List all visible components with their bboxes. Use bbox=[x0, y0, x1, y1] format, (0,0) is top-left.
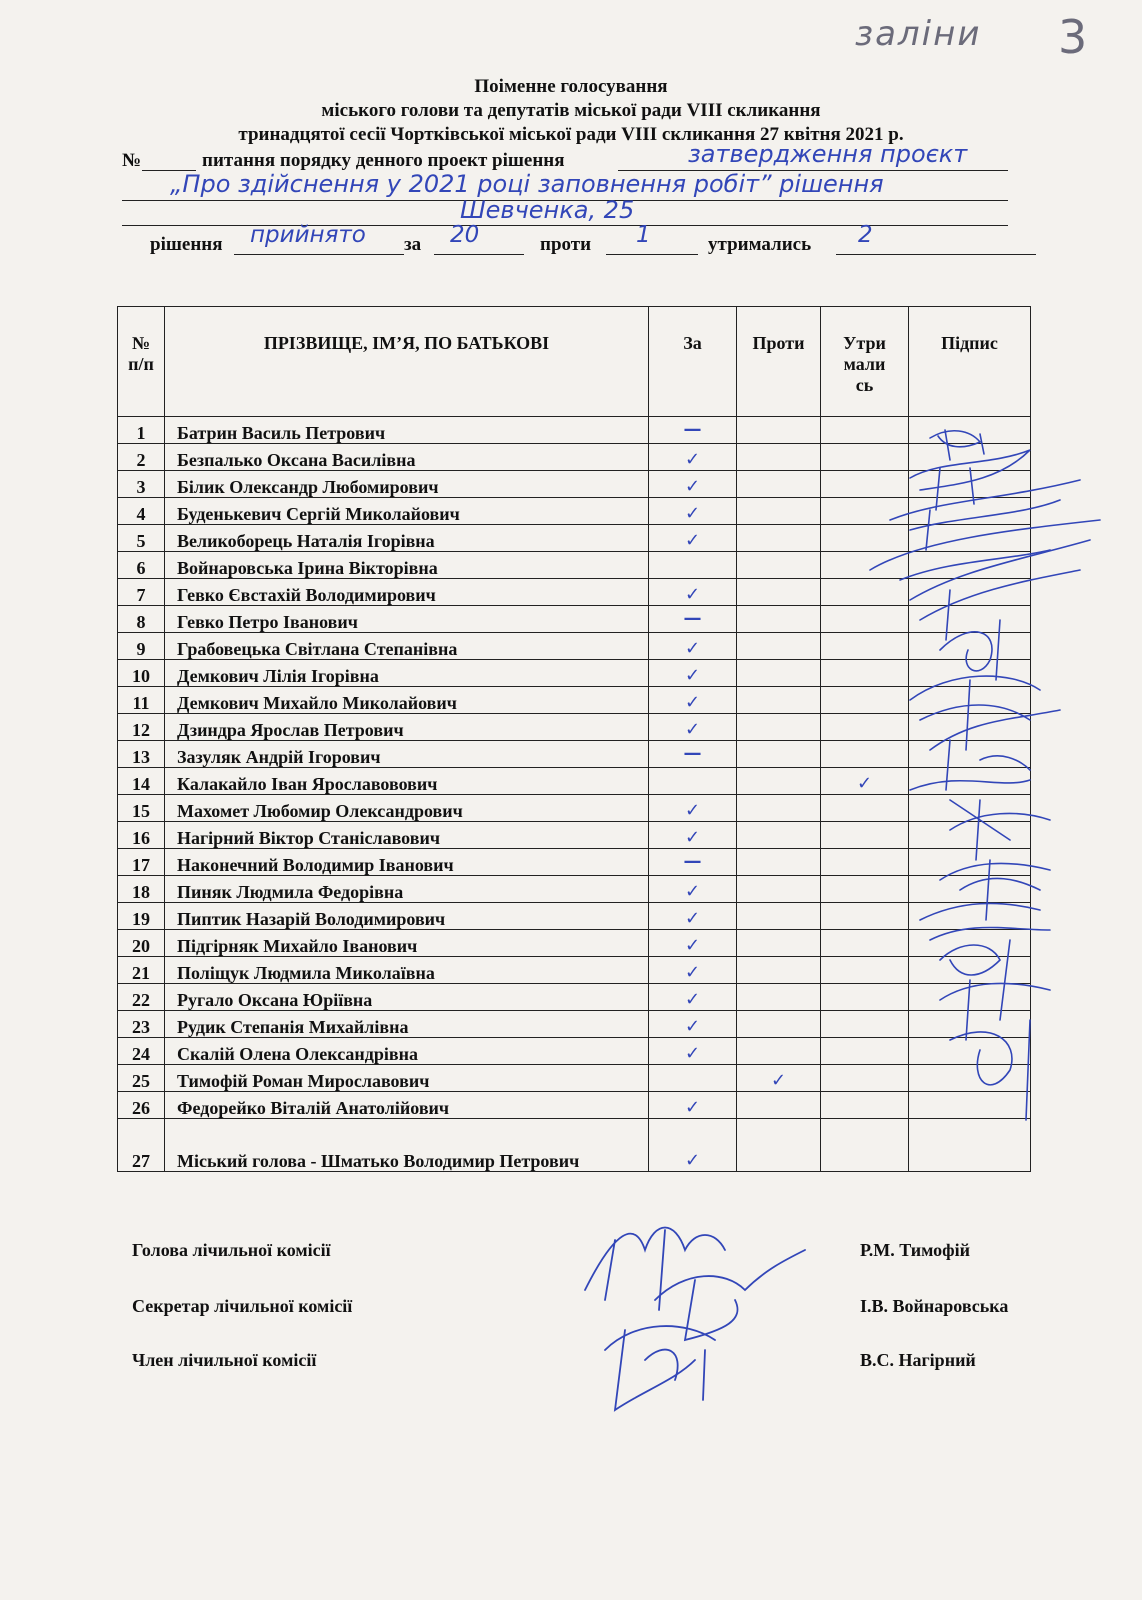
row-name: Тимофій Роман Мирославович bbox=[165, 1065, 649, 1092]
row-name: Грабовецька Світлана Степанівна bbox=[165, 633, 649, 660]
row-against-cell bbox=[737, 471, 821, 498]
row-name: Зазуляк Андрій Ігорович bbox=[165, 741, 649, 768]
row-name: Гевко Євстахій Володимирович bbox=[165, 579, 649, 606]
secretary-name: І.В. Войнаровська bbox=[860, 1296, 1009, 1316]
row-number: 19 bbox=[118, 903, 165, 930]
row-name: Наконечний Володимир Іванович bbox=[165, 849, 649, 876]
row-number: 8 bbox=[118, 606, 165, 633]
row-against-cell bbox=[737, 849, 821, 876]
question-number-label: № bbox=[122, 150, 142, 171]
against-label: проти bbox=[540, 234, 592, 255]
row-number: 23 bbox=[118, 1011, 165, 1038]
row-number: 15 bbox=[118, 795, 165, 822]
member-label: Член лічильної комісії bbox=[132, 1350, 317, 1370]
row-for-cell: ✓ bbox=[649, 822, 737, 849]
abstain-underline bbox=[836, 254, 1036, 255]
row-number: 6 bbox=[118, 552, 165, 579]
row-name: Пиняк Людмила Федорівна bbox=[165, 876, 649, 903]
row-for-cell: ✓ bbox=[649, 903, 737, 930]
for-underline bbox=[434, 254, 524, 255]
decision-underline bbox=[234, 254, 404, 255]
row-against-cell bbox=[737, 822, 821, 849]
row-number: 2 bbox=[118, 444, 165, 471]
abstain-value: 2 bbox=[858, 222, 873, 248]
row-name: Демкович Лілія Ігорівна bbox=[165, 660, 649, 687]
row-number: 13 bbox=[118, 741, 165, 768]
row-against-cell bbox=[737, 903, 821, 930]
row-against-cell bbox=[737, 957, 821, 984]
row-name: Гевко Петро Іванович bbox=[165, 606, 649, 633]
against-value: 1 bbox=[636, 222, 651, 248]
row-for-cell bbox=[649, 1065, 737, 1092]
corner-handwritten-number: 3 bbox=[1058, 10, 1088, 64]
row-against-cell bbox=[737, 687, 821, 714]
row-for-cell: ✓ bbox=[649, 498, 737, 525]
row-against-cell bbox=[737, 633, 821, 660]
col-header-for: За bbox=[649, 307, 737, 417]
row-against-cell bbox=[737, 930, 821, 957]
row-for-cell: ✓ bbox=[649, 714, 737, 741]
row-against-cell bbox=[737, 1092, 821, 1119]
row-against-cell bbox=[737, 498, 821, 525]
row-name: Пиптик Назарій Володимирович bbox=[165, 903, 649, 930]
col-header-num: № п/п bbox=[118, 307, 165, 417]
row-for-cell: ✓ bbox=[649, 471, 737, 498]
row-name: Підгірняк Михайло Іванович bbox=[165, 930, 649, 957]
row-number: 26 bbox=[118, 1092, 165, 1119]
signatures-scribble bbox=[850, 420, 1120, 1140]
secretary-label: Секретар лічильної комісії bbox=[132, 1296, 353, 1316]
row-name: Войнаровська Ірина Вікторівна bbox=[165, 552, 649, 579]
row-number: 25 bbox=[118, 1065, 165, 1092]
row-against-cell bbox=[737, 606, 821, 633]
row-number: 22 bbox=[118, 984, 165, 1011]
row-name: Скалій Олена Олександрівна bbox=[165, 1038, 649, 1065]
row-number: 21 bbox=[118, 957, 165, 984]
chair-label: Голова лічильної комісії bbox=[132, 1240, 331, 1260]
for-value: 20 bbox=[450, 222, 480, 248]
row-against-cell bbox=[737, 660, 821, 687]
row-number: 17 bbox=[118, 849, 165, 876]
row-for-cell: ✓ bbox=[649, 1119, 737, 1172]
row-against-cell bbox=[737, 552, 821, 579]
row-for-cell: ✓ bbox=[649, 444, 737, 471]
row-against-cell: ✓ bbox=[737, 1065, 821, 1092]
row-number: 9 bbox=[118, 633, 165, 660]
row-for-cell: — bbox=[649, 741, 737, 768]
row-for-cell: ✓ bbox=[649, 957, 737, 984]
row-against-cell bbox=[737, 741, 821, 768]
row-number: 12 bbox=[118, 714, 165, 741]
row-number: 5 bbox=[118, 525, 165, 552]
decision-label: рішення bbox=[150, 234, 223, 255]
row-number: 7 bbox=[118, 579, 165, 606]
row-against-cell bbox=[737, 579, 821, 606]
row-name: Ругало Оксана Юріївна bbox=[165, 984, 649, 1011]
row-name: Безпалько Оксана Василівна bbox=[165, 444, 649, 471]
row-number: 3 bbox=[118, 471, 165, 498]
row-for-cell: ✓ bbox=[649, 660, 737, 687]
row-for-cell: — bbox=[649, 417, 737, 444]
row-for-cell: ✓ bbox=[649, 1011, 737, 1038]
row-for-cell: ✓ bbox=[649, 633, 737, 660]
row-name: Демкович Михайло Миколайович bbox=[165, 687, 649, 714]
row-for-cell: ✓ bbox=[649, 795, 737, 822]
doc-session-line: тринадцятої сесії Чортківської міської ради VIII скликання 27 квітня 2021 р. bbox=[238, 124, 904, 145]
row-for-cell: ✓ bbox=[649, 579, 737, 606]
row-name: Рудик Степанія Михайлівна bbox=[165, 1011, 649, 1038]
row-for-cell: — bbox=[649, 606, 737, 633]
row-for-cell: ✓ bbox=[649, 1038, 737, 1065]
question-label: питання порядку денного проект рішення bbox=[202, 150, 565, 171]
row-for-cell: ✓ bbox=[649, 525, 737, 552]
question-hand-line3: Шевченка, 25 bbox=[460, 196, 635, 224]
for-label: за bbox=[404, 234, 422, 255]
row-name: Буденькевич Сергій Миколайович bbox=[165, 498, 649, 525]
row-number: 27 bbox=[118, 1119, 165, 1172]
row-against-cell bbox=[737, 984, 821, 1011]
row-for-cell bbox=[649, 552, 737, 579]
col-header-abstain: Утримались bbox=[821, 307, 909, 417]
against-underline bbox=[606, 254, 698, 255]
abstain-label: утримались bbox=[708, 234, 812, 255]
row-for-cell: — bbox=[649, 849, 737, 876]
row-against-cell bbox=[737, 1011, 821, 1038]
row-name: Міський голова - Шматько Володимир Петрович bbox=[165, 1119, 649, 1172]
row-for-cell bbox=[649, 768, 737, 795]
row-against-cell bbox=[737, 876, 821, 903]
row-number: 1 bbox=[118, 417, 165, 444]
row-for-cell: ✓ bbox=[649, 984, 737, 1011]
row-abstain-cell: ✓ bbox=[821, 768, 909, 795]
row-number: 14 bbox=[118, 768, 165, 795]
doc-title: Поіменне голосування bbox=[474, 76, 668, 97]
row-number: 4 bbox=[118, 498, 165, 525]
row-against-cell bbox=[737, 795, 821, 822]
row-name: Великоборець Наталія Ігорівна bbox=[165, 525, 649, 552]
row-number: 18 bbox=[118, 876, 165, 903]
row-against-cell bbox=[737, 525, 821, 552]
col-header-signature: Підпис bbox=[909, 307, 1031, 417]
row-against-cell bbox=[737, 714, 821, 741]
row-against-cell bbox=[737, 417, 821, 444]
member-name: В.С. Нагірний bbox=[860, 1350, 976, 1370]
row-name: Махомет Любомир Олександрович bbox=[165, 795, 649, 822]
row-for-cell: ✓ bbox=[649, 1092, 737, 1119]
row-against-cell bbox=[737, 768, 821, 795]
row-number: 10 bbox=[118, 660, 165, 687]
row-number: 16 bbox=[118, 822, 165, 849]
row-for-cell: ✓ bbox=[649, 876, 737, 903]
row-name: Поліщук Людмила Миколаївна bbox=[165, 957, 649, 984]
row-number: 24 bbox=[118, 1038, 165, 1065]
question-hand-line1: затвердження проєкт bbox=[688, 140, 968, 168]
corner-handwritten-note: заліни bbox=[855, 14, 982, 54]
row-name: Білик Олександр Любомирович bbox=[165, 471, 649, 498]
decision-value: прийнято bbox=[250, 222, 366, 248]
row-for-cell: ✓ bbox=[649, 687, 737, 714]
row-against-cell bbox=[737, 444, 821, 471]
row-against-cell bbox=[737, 1038, 821, 1065]
row-number: 11 bbox=[118, 687, 165, 714]
chair-name: Р.М. Тимофій bbox=[860, 1240, 971, 1260]
row-for-cell: ✓ bbox=[649, 930, 737, 957]
row-name: Федорейко Віталій Анатолійович bbox=[165, 1092, 649, 1119]
commission-signatures bbox=[575, 1210, 835, 1460]
col-header-name: ПРІЗВИЩЕ, ІМ’Я, ПО БАТЬКОВІ bbox=[165, 307, 649, 417]
row-name: Нагірний Віктор Станіславович bbox=[165, 822, 649, 849]
row-name: Калакайло Іван Ярославовович bbox=[165, 768, 649, 795]
question-hand-line2: „Про здійснення у 2021 році заповнення робіт” рішення bbox=[170, 170, 884, 198]
doc-subtitle: міського голови та депутатів міської ради VIII скликання bbox=[321, 100, 821, 121]
row-number: 20 bbox=[118, 930, 165, 957]
row-name: Батрин Василь Петрович bbox=[165, 417, 649, 444]
col-header-against: Проти bbox=[737, 307, 821, 417]
row-against-cell bbox=[737, 1119, 821, 1172]
row-name: Дзиндра Ярослав Петрович bbox=[165, 714, 649, 741]
